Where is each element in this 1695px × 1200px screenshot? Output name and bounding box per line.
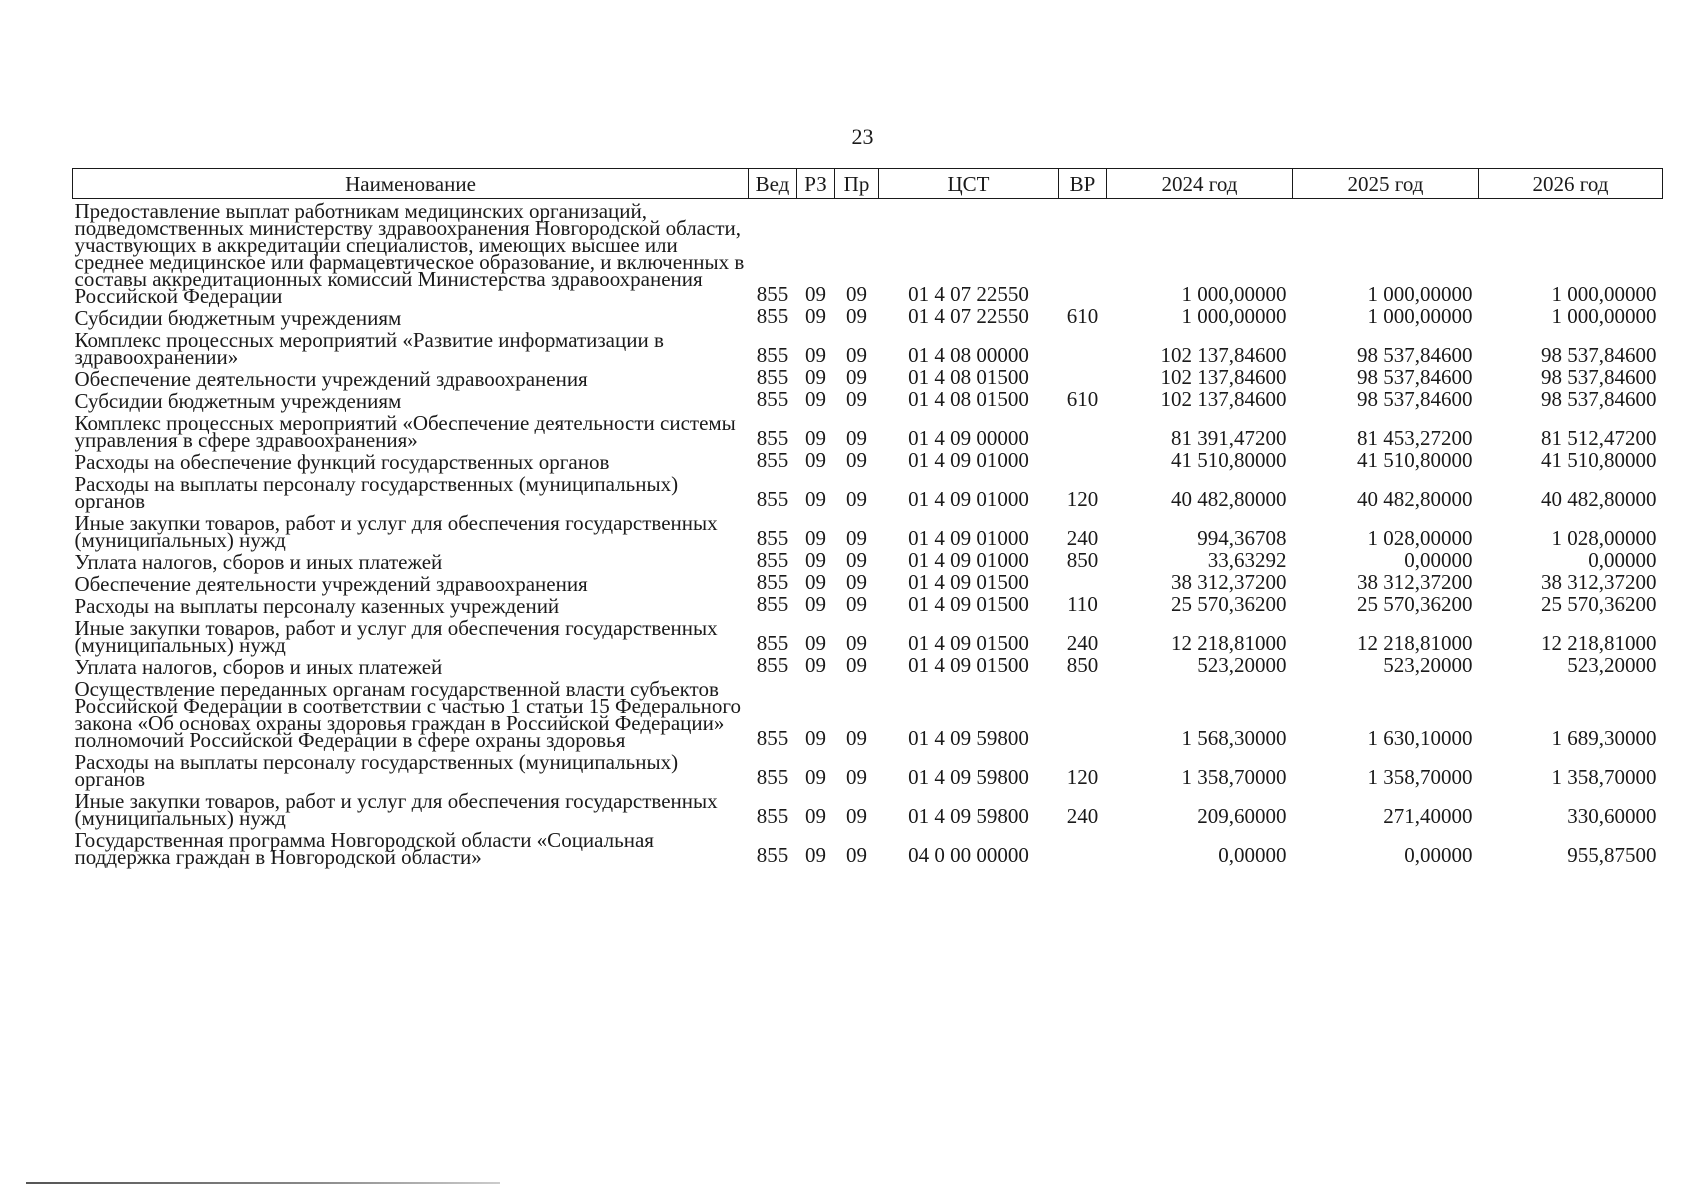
cell-2024: 81 391,47200 — [1171, 426, 1287, 450]
table-row — [73, 411, 1663, 450]
cell-2025: 0,00000 — [1404, 548, 1473, 572]
cell-2025: 98 537,84600 — [1357, 365, 1473, 389]
cell-name: Государственная программа Новгородской области «Социальная поддержка граждан в Новгородской области» — [74, 828, 654, 869]
cell-pr: 09 — [846, 804, 867, 828]
cell-rz: 09 — [805, 448, 826, 472]
cell-pr: 09 — [846, 282, 867, 306]
cell-name: Иные закупки товаров, работ и услуг для обеспечения государственных (муниципальных) нужд — [74, 511, 718, 552]
cell-2026: 1 000,00000 — [1551, 304, 1657, 328]
cell-ved: 855 — [756, 343, 789, 367]
cell-2024: 38 312,37200 — [1171, 570, 1287, 594]
header-2025: 2025 год — [1293, 169, 1479, 199]
cell-2025: 38 312,37200 — [1357, 570, 1473, 594]
table-row — [73, 367, 1663, 389]
cell-pr: 09 — [846, 343, 867, 367]
table-row — [73, 594, 1663, 616]
cell-ved: 855 — [756, 487, 789, 511]
cell-vr: 610 — [1066, 387, 1099, 411]
cell-2024: 102 137,84600 — [1160, 387, 1287, 411]
table-header-row — [73, 169, 1663, 199]
cell-cst: 01 4 09 01000 — [908, 548, 1029, 572]
cell-2026: 1 689,30000 — [1551, 726, 1657, 750]
cell-2025: 12 218,81000 — [1357, 631, 1473, 655]
cell-vr — [1059, 411, 1107, 450]
cell-ved: 855 — [756, 282, 789, 306]
cell-2026: 98 537,84600 — [1541, 365, 1657, 389]
cell-pr: 09 — [846, 304, 867, 328]
cell-pr: 09 — [846, 570, 867, 594]
cell-2026: 955,87500 — [1567, 843, 1657, 867]
cell-pr: 09 — [846, 526, 867, 550]
cell-name: Субсидии бюджетным учреждениям — [74, 389, 402, 413]
cell-2025: 523,20000 — [1383, 653, 1473, 677]
cell-rz: 09 — [805, 765, 826, 789]
cell-2024: 994,36708 — [1197, 526, 1287, 550]
cell-cst: 01 4 09 01500 — [908, 653, 1029, 677]
cell-ved: 855 — [756, 448, 789, 472]
cell-ved: 855 — [756, 804, 789, 828]
cell-2025: 98 537,84600 — [1357, 387, 1473, 411]
cell-name: Субсидии бюджетным учреждениям — [74, 306, 402, 330]
table-row — [73, 450, 1663, 472]
page-number: 23 — [851, 124, 874, 149]
cell-cst: 01 4 08 01500 — [908, 365, 1029, 389]
cell-cst: 01 4 09 59800 — [908, 726, 1029, 750]
cell-ved: 855 — [756, 426, 789, 450]
cell-ved: 855 — [756, 843, 789, 867]
cell-cst: 01 4 07 22550 — [908, 282, 1029, 306]
cell-2026: 98 537,84600 — [1541, 343, 1657, 367]
cell-cst: 01 4 08 00000 — [908, 343, 1029, 367]
cell-vr — [1059, 450, 1107, 472]
cell-2024: 41 510,80000 — [1171, 448, 1287, 472]
table-row — [73, 750, 1663, 789]
cell-2024: 209,60000 — [1197, 804, 1287, 828]
table-row — [73, 306, 1663, 328]
cell-2026: 523,20000 — [1567, 653, 1657, 677]
cell-2024: 1 000,00000 — [1181, 304, 1287, 328]
cell-rz: 09 — [805, 804, 826, 828]
cell-2025: 0,00000 — [1404, 843, 1473, 867]
cell-vr: 240 — [1066, 631, 1099, 655]
cell-vr — [1059, 828, 1107, 867]
cell-2024: 1 358,70000 — [1181, 765, 1287, 789]
cell-rz: 09 — [805, 487, 826, 511]
cell-name: Комплекс процессных мероприятий «Обеспечение деятельности системы управления в сфере здравоохранения» — [74, 411, 736, 452]
cell-rz: 09 — [805, 592, 826, 616]
cell-cst: 01 4 09 01500 — [908, 570, 1029, 594]
cell-vr — [1059, 572, 1107, 594]
cell-2025: 1 358,70000 — [1367, 765, 1473, 789]
cell-name: Комплекс процессных мероприятий «Развитие информатизации в здравоохранении» — [74, 328, 664, 369]
cell-2025: 1 000,00000 — [1367, 304, 1473, 328]
cell-2026: 81 512,47200 — [1541, 426, 1657, 450]
cell-pr: 09 — [846, 592, 867, 616]
cell-name: Обеспечение деятельности учреждений здравоохранения — [74, 572, 588, 596]
table-body — [73, 199, 1663, 868]
cell-rz: 09 — [805, 426, 826, 450]
table-row — [73, 511, 1663, 550]
cell-pr: 09 — [846, 365, 867, 389]
header-cst: ЦСТ — [879, 169, 1059, 199]
cell-vr: 110 — [1067, 592, 1098, 616]
cell-ved: 855 — [756, 765, 789, 789]
cell-ved: 855 — [756, 653, 789, 677]
cell-2024: 523,20000 — [1197, 653, 1287, 677]
table-row — [73, 472, 1663, 511]
cell-rz: 09 — [805, 843, 826, 867]
header-name: Наименование — [73, 169, 749, 199]
cell-vr — [1059, 328, 1107, 367]
cell-rz: 09 — [805, 304, 826, 328]
cell-rz: 09 — [805, 387, 826, 411]
cell-2026: 0,00000 — [1588, 548, 1657, 572]
cell-2024: 33,63292 — [1207, 548, 1287, 572]
table-row — [73, 328, 1663, 367]
cell-cst: 01 4 08 01500 — [908, 387, 1029, 411]
cell-cst: 01 4 09 01000 — [908, 448, 1029, 472]
cell-ved: 855 — [756, 570, 789, 594]
cell-2024: 1 000,00000 — [1181, 282, 1287, 306]
header-2026: 2026 год — [1479, 169, 1663, 199]
cell-ved: 855 — [756, 387, 789, 411]
cell-cst: 01 4 09 00000 — [908, 426, 1029, 450]
cell-vr: 240 — [1066, 804, 1099, 828]
cell-rz: 09 — [805, 526, 826, 550]
table-row — [73, 828, 1663, 867]
cell-2025: 40 482,80000 — [1357, 487, 1473, 511]
cell-2026: 12 218,81000 — [1541, 631, 1657, 655]
cell-cst: 01 4 09 01000 — [908, 526, 1029, 550]
cell-vr: 850 — [1066, 548, 1099, 572]
cell-rz: 09 — [805, 365, 826, 389]
cell-name: Иные закупки товаров, работ и услуг для обеспечения государственных (муниципальных) нужд — [74, 616, 718, 657]
header-pr: Пр — [835, 169, 879, 199]
table-row — [73, 199, 1663, 307]
cell-2024: 1 568,30000 — [1181, 726, 1287, 750]
table-row — [73, 572, 1663, 594]
cell-name: Уплата налогов, сборов и иных платежей — [74, 550, 443, 574]
header-ved: Вед — [749, 169, 797, 199]
cell-name: Иные закупки товаров, работ и услуг для обеспечения государственных (муниципальных) нужд — [74, 789, 718, 830]
cell-cst: 01 4 09 59800 — [908, 765, 1029, 789]
table-row — [73, 677, 1663, 750]
cell-2025: 81 453,27200 — [1357, 426, 1473, 450]
cell-2025: 1 630,10000 — [1367, 726, 1473, 750]
cell-cst: 04 0 00 00000 — [908, 843, 1029, 867]
cell-2024: 0,00000 — [1218, 843, 1287, 867]
cell-rz: 09 — [805, 631, 826, 655]
table-row — [73, 789, 1663, 828]
cell-2024: 40 482,80000 — [1171, 487, 1287, 511]
cell-2024: 102 137,84600 — [1160, 365, 1287, 389]
cell-pr: 09 — [846, 726, 867, 750]
cell-rz: 09 — [805, 570, 826, 594]
cell-rz: 09 — [805, 548, 826, 572]
cell-name: Обеспечение деятельности учреждений здравоохранения — [74, 367, 588, 391]
cell-vr: 610 — [1066, 304, 1099, 328]
cell-2025: 271,40000 — [1383, 804, 1473, 828]
cell-pr: 09 — [846, 426, 867, 450]
cell-pr: 09 — [846, 765, 867, 789]
cell-cst: 01 4 09 01500 — [908, 592, 1029, 616]
cell-2026: 330,60000 — [1567, 804, 1657, 828]
cell-name: Осуществление переданных органам государственной власти субъектов Российской Федерации в соответствии с частью 1 статьи 15 Федерального закона «Об основах охраны здоровья граждан в Российской Федерации» полномочий Российской Федерации в сфере охраны здоровья — [74, 677, 742, 752]
cell-2026: 25 570,36200 — [1541, 592, 1657, 616]
cell-2026: 41 510,80000 — [1541, 448, 1657, 472]
cell-ved: 855 — [756, 631, 789, 655]
cell-2025: 1 000,00000 — [1367, 282, 1473, 306]
cell-2024: 25 570,36200 — [1171, 592, 1287, 616]
cell-vr: 120 — [1066, 487, 1099, 511]
cell-name: Расходы на выплаты персоналу государственных (муниципальных) органов — [74, 472, 679, 513]
cell-rz: 09 — [805, 343, 826, 367]
cell-name: Расходы на выплаты персоналу государственных (муниципальных) органов — [74, 750, 679, 791]
cell-cst: 01 4 09 59800 — [908, 804, 1029, 828]
cell-vr: 240 — [1066, 526, 1099, 550]
cell-vr — [1059, 199, 1107, 307]
cell-cst: 01 4 07 22550 — [908, 304, 1029, 328]
cell-ved: 855 — [756, 526, 789, 550]
cell-2026: 38 312,37200 — [1541, 570, 1657, 594]
cell-ved: 855 — [756, 726, 789, 750]
cell-rz: 09 — [805, 653, 826, 677]
cell-2025: 98 537,84600 — [1357, 343, 1473, 367]
cell-2026: 98 537,84600 — [1541, 387, 1657, 411]
cell-2025: 41 510,80000 — [1357, 448, 1473, 472]
cell-name: Предоставление выплат работникам медицинских организаций, подведомственных министерству здравоохранения Новгородской области, участвующих в аккредитации специалистов, имеющих высшее или среднее медицинское или фармацевтическое образование, и включенных в составы аккредитационных комиссий Министерства здравоохранения Российской Федерации — [74, 199, 745, 308]
cell-pr: 09 — [846, 487, 867, 511]
cell-pr: 09 — [846, 548, 867, 572]
cell-2025: 25 570,36200 — [1357, 592, 1473, 616]
cell-ved: 855 — [756, 548, 789, 572]
cell-rz: 09 — [805, 282, 826, 306]
cell-ved: 855 — [756, 365, 789, 389]
header-2024: 2024 год — [1107, 169, 1293, 199]
cell-cst: 01 4 09 01500 — [908, 631, 1029, 655]
cell-2024: 12 218,81000 — [1171, 631, 1287, 655]
table-row — [73, 389, 1663, 411]
cell-pr: 09 — [846, 448, 867, 472]
cell-pr: 09 — [846, 653, 867, 677]
cell-2026: 1 028,00000 — [1551, 526, 1657, 550]
cell-2026: 1 358,70000 — [1551, 765, 1657, 789]
cell-pr: 09 — [846, 631, 867, 655]
cell-pr: 09 — [846, 843, 867, 867]
header-vr: ВР — [1059, 169, 1107, 199]
cell-vr: 120 — [1066, 765, 1099, 789]
cell-cst: 01 4 09 01000 — [908, 487, 1029, 511]
footer-rule — [26, 1182, 500, 1184]
cell-name: Расходы на обеспечение функций государственных органов — [74, 450, 610, 474]
cell-vr — [1059, 367, 1107, 389]
table-row — [73, 616, 1663, 655]
cell-rz: 09 — [805, 726, 826, 750]
cell-2026: 1 000,00000 — [1551, 282, 1657, 306]
cell-vr: 850 — [1066, 653, 1099, 677]
cell-2026: 40 482,80000 — [1541, 487, 1657, 511]
table-row — [73, 655, 1663, 677]
cell-ved: 855 — [756, 592, 789, 616]
cell-2025: 1 028,00000 — [1367, 526, 1473, 550]
cell-ved: 855 — [756, 304, 789, 328]
budget-table — [72, 168, 1663, 867]
header-rz: РЗ — [797, 169, 835, 199]
cell-2024: 102 137,84600 — [1160, 343, 1287, 367]
cell-pr: 09 — [846, 387, 867, 411]
cell-name: Расходы на выплаты персоналу казенных учреждений — [74, 594, 560, 618]
cell-name: Уплата налогов, сборов и иных платежей — [74, 655, 443, 679]
cell-vr — [1059, 677, 1107, 750]
table-row — [73, 550, 1663, 572]
